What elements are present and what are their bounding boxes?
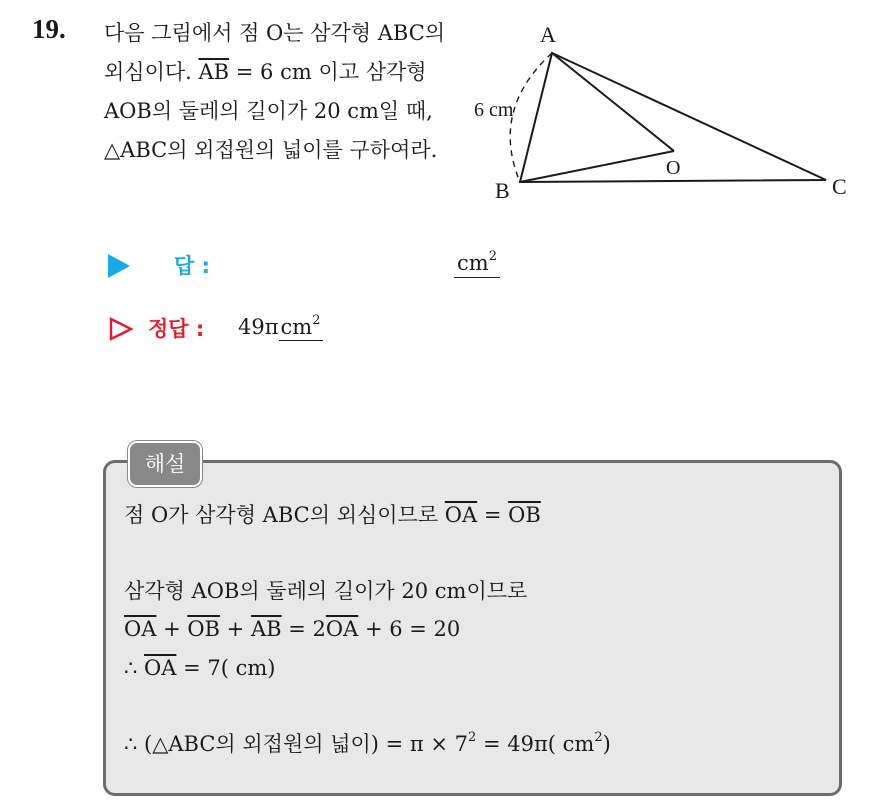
answer-unit: cm — [457, 251, 489, 275]
question-text-b: = 6 cm 이고 삼각형 AOB의 둘레의 길이가 20 cm일 때, △ABC의 외접원의 넓이를 구하여라. — [104, 60, 438, 162]
answer-label: 답 : — [174, 254, 210, 278]
label-a: A — [540, 22, 556, 47]
solution-line-4: ∴ $\overline{OA} = 7$( cm) — [124, 656, 276, 680]
answer-unit-exponent: 2 — [488, 249, 497, 264]
solution-tab: 해설 — [128, 441, 202, 487]
answer-row — [108, 250, 528, 284]
label-b: B — [495, 178, 510, 203]
segment-ab: $\overline{AB}$ — [198, 60, 230, 84]
solution-line-1: 점 O가 삼각형 ABC의 외심이므로 $\overline{OA} = \overline{OB}$ — [124, 503, 541, 527]
correct-answer-row — [108, 313, 528, 347]
answer-blank[interactable] — [454, 250, 500, 278]
question-text-a: 다음 그림에서 점 O는 삼각형 ABC의 외심이다. — [104, 21, 446, 84]
question-text — [104, 14, 449, 170]
correct-value — [238, 313, 323, 341]
label-o: O — [666, 157, 681, 179]
solution-line-5: ∴ (△ABC의 외접원의 넓이) = $\pi \times 7^2 = 49\pi$( $cm^2$) — [124, 730, 611, 756]
solution-line-3: $\overline{OA} + \overline{OB} + \overline{AB} = 2\overline{OA} + 6 = 20$ — [124, 617, 461, 641]
segment-bo — [520, 151, 674, 182]
correct-label: 정답 : — [148, 317, 205, 341]
correct-unit: $cm^2$ — [280, 313, 321, 339]
triangle-figure — [470, 20, 870, 210]
side-label: 6 cm — [474, 99, 514, 121]
play-triangle-icon — [108, 254, 130, 278]
correct-number: 49π — [238, 315, 279, 339]
solution-line-2: 삼각형 AOB의 둘레의 길이가 20 cm이므로 — [124, 579, 528, 603]
label-c: C — [832, 174, 847, 199]
outline-triangle-icon — [108, 316, 134, 342]
arc-ab-dashed — [510, 53, 552, 182]
question-number: 19. — [32, 14, 66, 44]
